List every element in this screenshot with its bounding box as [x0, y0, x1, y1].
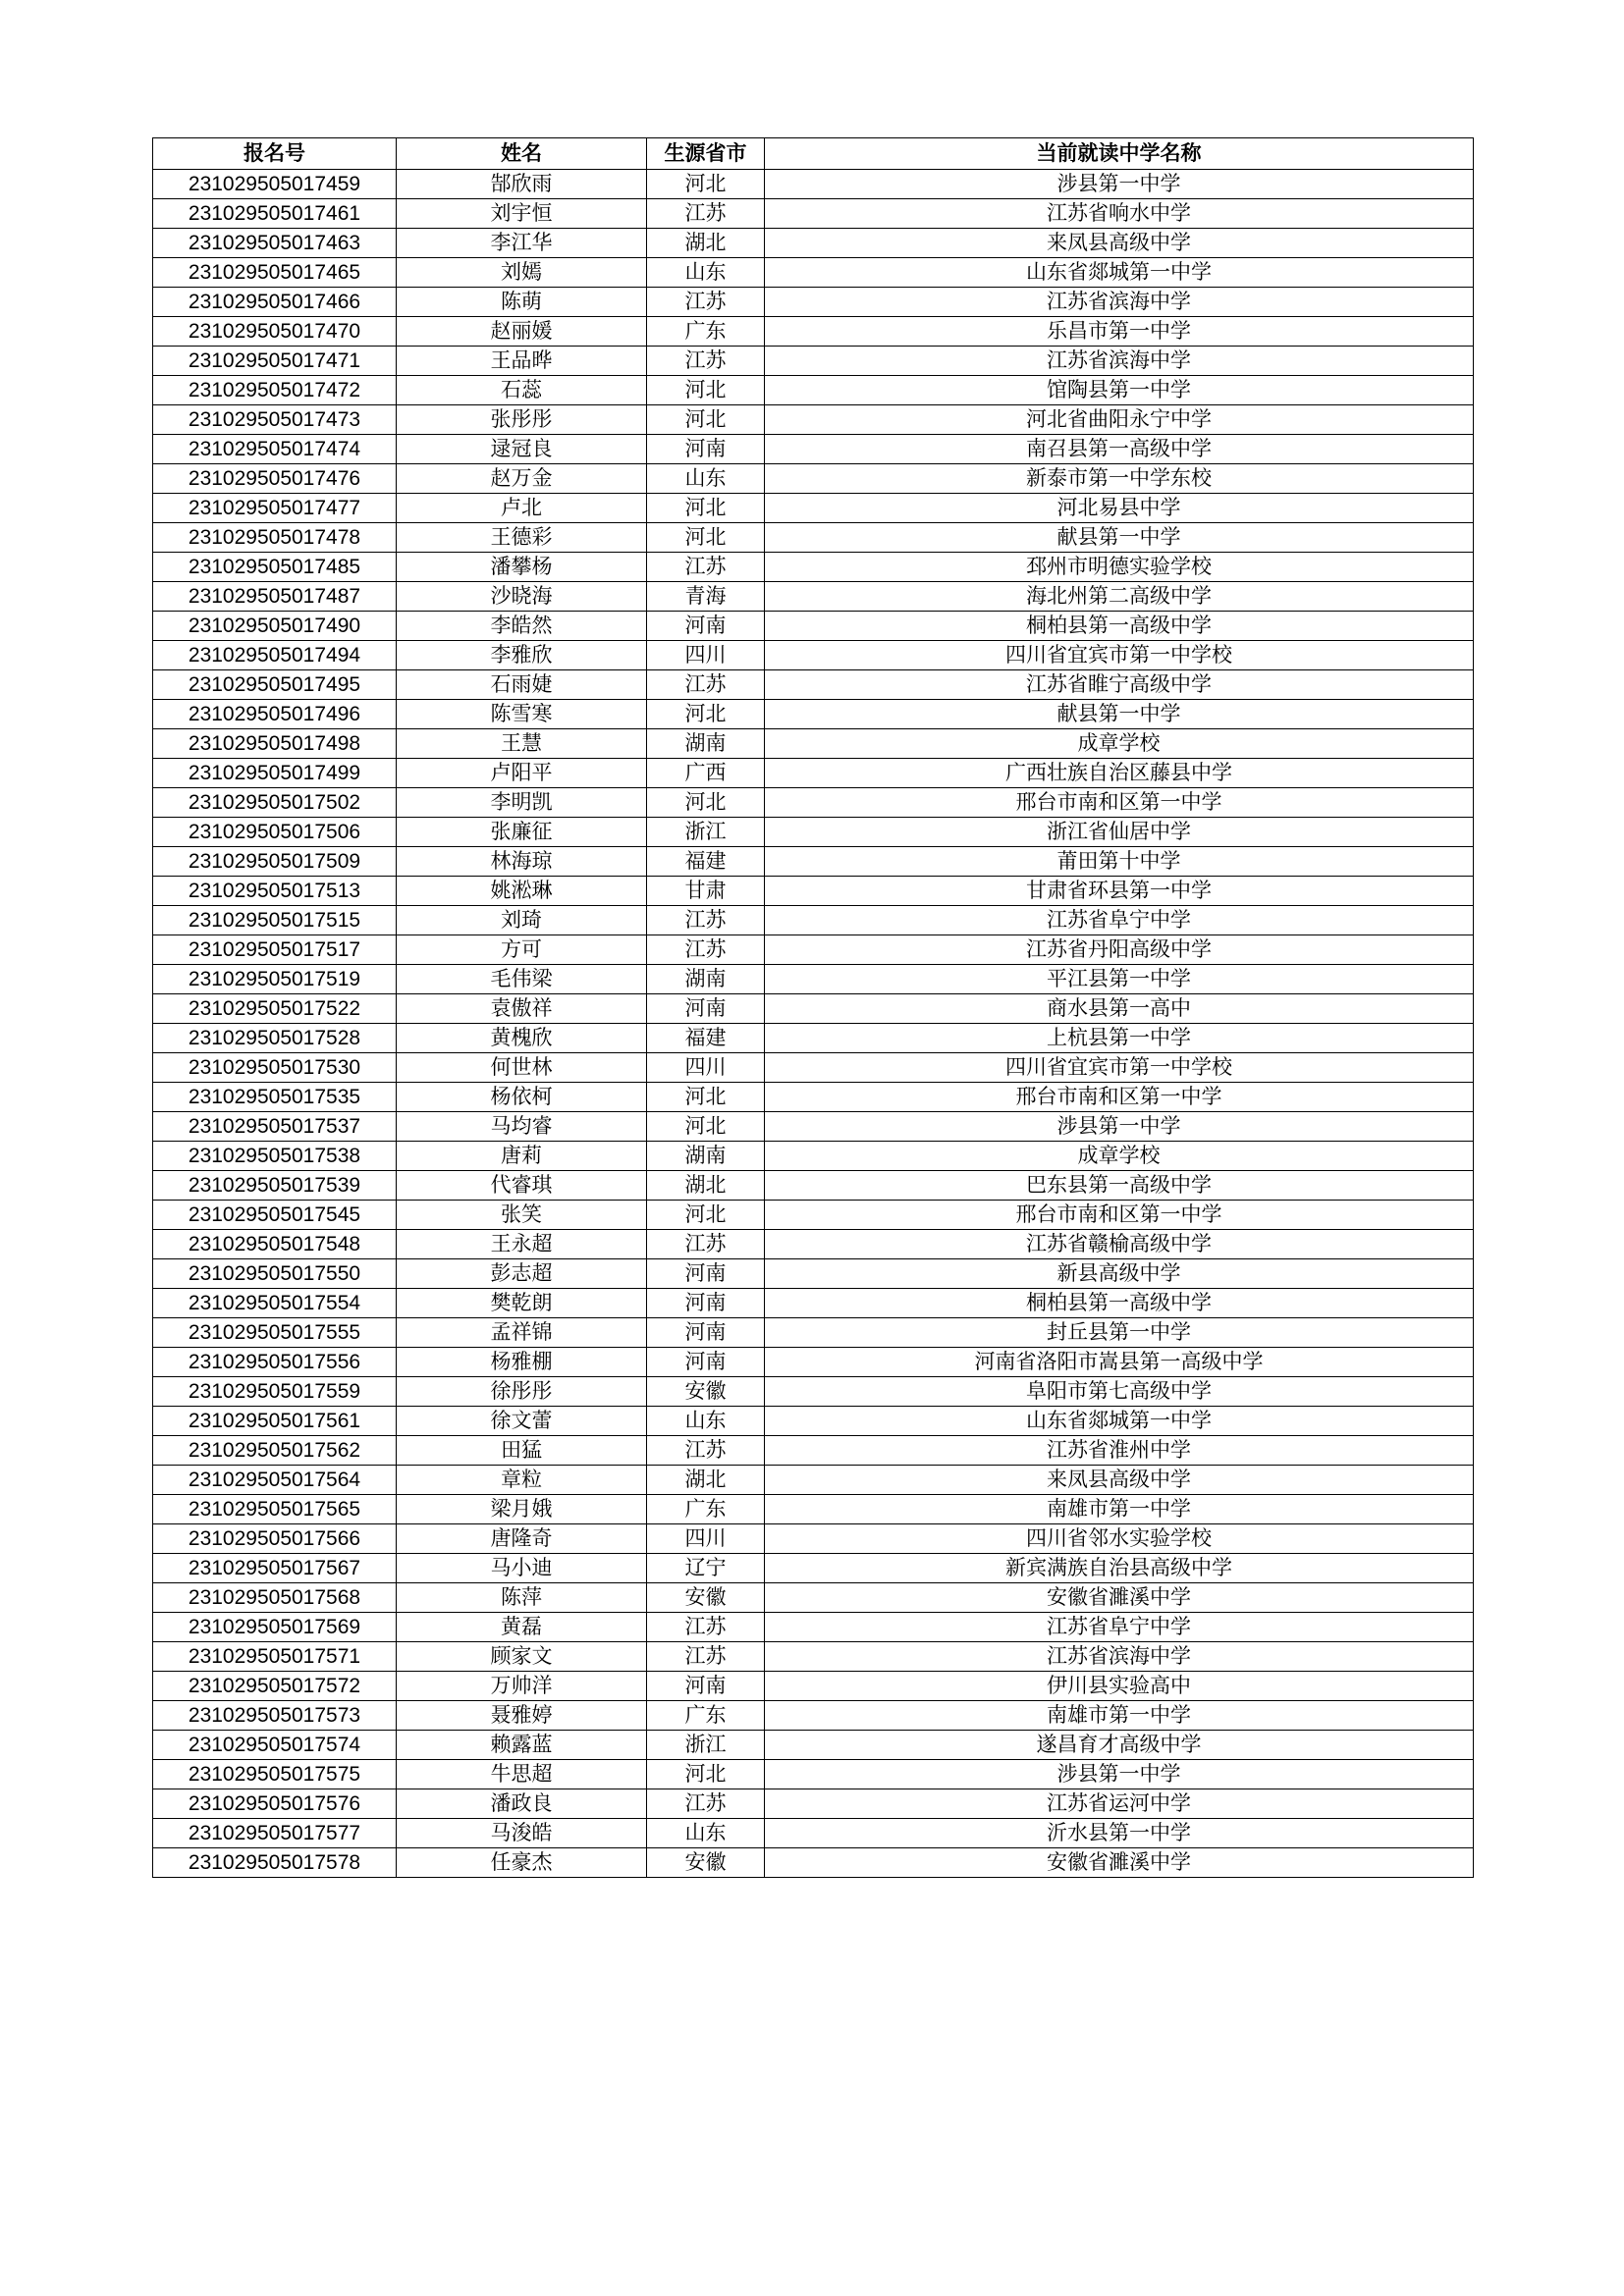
- cell-source-province: 河南: [647, 435, 765, 464]
- cell-school-name: 江苏省淮州中学: [765, 1436, 1474, 1466]
- cell-source-province: 四川: [647, 1524, 765, 1554]
- cell-student-name: 李江华: [397, 229, 647, 258]
- table-row: [153, 612, 1474, 641]
- cell-school-name: 新宾满族自治县高级中学: [765, 1554, 1474, 1583]
- cell-school-name: 浙江省仙居中学: [765, 818, 1474, 847]
- cell-student-name: 李雅欣: [397, 641, 647, 670]
- cell-registration-number: 231029505017461: [153, 199, 397, 229]
- cell-registration-number: 231029505017490: [153, 612, 397, 641]
- cell-school-name: 山东省郯城第一中学: [765, 258, 1474, 288]
- cell-school-name: 江苏省睢宁高级中学: [765, 670, 1474, 700]
- cell-registration-number: 231029505017550: [153, 1259, 397, 1289]
- cell-student-name: 逯冠良: [397, 435, 647, 464]
- cell-school-name: 莆田第十中学: [765, 847, 1474, 877]
- cell-registration-number: 231029505017575: [153, 1760, 397, 1789]
- cell-source-province: 江苏: [647, 1436, 765, 1466]
- cell-school-name: 四川省邻水实验学校: [765, 1524, 1474, 1554]
- cell-student-name: 沙晓海: [397, 582, 647, 612]
- cell-source-province: 河北: [647, 788, 765, 818]
- cell-registration-number: 231029505017530: [153, 1053, 397, 1083]
- cell-school-name: 献县第一中学: [765, 523, 1474, 553]
- cell-student-name: 袁傲祥: [397, 994, 647, 1024]
- column-header-school: 当前就读中学名称: [765, 138, 1474, 170]
- cell-student-name: 刘嫣: [397, 258, 647, 288]
- cell-student-name: 赵丽媛: [397, 317, 647, 347]
- cell-registration-number: 231029505017465: [153, 258, 397, 288]
- cell-school-name: 沂水县第一中学: [765, 1819, 1474, 1848]
- cell-student-name: 张笑: [397, 1201, 647, 1230]
- cell-source-province: 河南: [647, 1318, 765, 1348]
- cell-source-province: 河南: [647, 1289, 765, 1318]
- table-row: [153, 1083, 1474, 1112]
- table-row: [153, 1259, 1474, 1289]
- table-body: [153, 170, 1474, 1878]
- cell-school-name: 邢台市南和区第一中学: [765, 1083, 1474, 1112]
- cell-registration-number: 231029505017466: [153, 288, 397, 317]
- table-row: [153, 1731, 1474, 1760]
- table-row: [153, 1289, 1474, 1318]
- cell-registration-number: 231029505017459: [153, 170, 397, 199]
- cell-registration-number: 231029505017513: [153, 877, 397, 906]
- table-row: [153, 523, 1474, 553]
- cell-student-name: 卢阳平: [397, 759, 647, 788]
- table-row: [153, 1495, 1474, 1524]
- cell-school-name: 广西壮族自治区藤县中学: [765, 759, 1474, 788]
- cell-registration-number: 231029505017487: [153, 582, 397, 612]
- cell-source-province: 湖南: [647, 965, 765, 994]
- cell-registration-number: 231029505017554: [153, 1289, 397, 1318]
- cell-source-province: 辽宁: [647, 1554, 765, 1583]
- cell-source-province: 河北: [647, 494, 765, 523]
- table-row: [153, 1407, 1474, 1436]
- cell-registration-number: 231029505017564: [153, 1466, 397, 1495]
- table-row: [153, 700, 1474, 729]
- table-row: [153, 1466, 1474, 1495]
- cell-student-name: 姚淞琳: [397, 877, 647, 906]
- cell-student-name: 章粒: [397, 1466, 647, 1495]
- cell-school-name: 四川省宜宾市第一中学校: [765, 1053, 1474, 1083]
- cell-source-province: 江苏: [647, 288, 765, 317]
- cell-registration-number: 231029505017499: [153, 759, 397, 788]
- cell-registration-number: 231029505017519: [153, 965, 397, 994]
- cell-source-province: 河北: [647, 1083, 765, 1112]
- cell-source-province: 四川: [647, 641, 765, 670]
- cell-school-name: 阜阳市第七高级中学: [765, 1377, 1474, 1407]
- cell-registration-number: 231029505017522: [153, 994, 397, 1024]
- cell-school-name: 江苏省丹阳高级中学: [765, 935, 1474, 965]
- cell-school-name: 邢台市南和区第一中学: [765, 788, 1474, 818]
- cell-registration-number: 231029505017573: [153, 1701, 397, 1731]
- table-row: [153, 1024, 1474, 1053]
- table-row: [153, 1053, 1474, 1083]
- cell-school-name: 江苏省阜宁中学: [765, 906, 1474, 935]
- cell-school-name: 江苏省响水中学: [765, 199, 1474, 229]
- cell-registration-number: 231029505017476: [153, 464, 397, 494]
- cell-student-name: 任豪杰: [397, 1848, 647, 1878]
- cell-registration-number: 231029505017565: [153, 1495, 397, 1524]
- table-row: [153, 847, 1474, 877]
- cell-school-name: 上杭县第一中学: [765, 1024, 1474, 1053]
- cell-source-province: 河北: [647, 405, 765, 435]
- cell-source-province: 安徽: [647, 1848, 765, 1878]
- cell-school-name: 山东省郯城第一中学: [765, 1407, 1474, 1436]
- column-header-province: 生源省市: [647, 138, 765, 170]
- cell-school-name: 来凤县高级中学: [765, 1466, 1474, 1495]
- cell-source-province: 河北: [647, 170, 765, 199]
- cell-source-province: 山东: [647, 1819, 765, 1848]
- table-row: [153, 1112, 1474, 1142]
- cell-student-name: 徐文蕾: [397, 1407, 647, 1436]
- table-row: [153, 1848, 1474, 1878]
- cell-registration-number: 231029505017528: [153, 1024, 397, 1053]
- cell-source-province: 山东: [647, 1407, 765, 1436]
- cell-student-name: 何世林: [397, 1053, 647, 1083]
- cell-source-province: 江苏: [647, 1230, 765, 1259]
- cell-student-name: 陈雪寒: [397, 700, 647, 729]
- cell-registration-number: 231029505017548: [153, 1230, 397, 1259]
- cell-student-name: 代睿琪: [397, 1171, 647, 1201]
- cell-student-name: 马均睿: [397, 1112, 647, 1142]
- table-row: [153, 1613, 1474, 1642]
- table-row: [153, 347, 1474, 376]
- cell-school-name: 成章学校: [765, 729, 1474, 759]
- table-row: [153, 788, 1474, 818]
- cell-registration-number: 231029505017485: [153, 553, 397, 582]
- table-row: [153, 1348, 1474, 1377]
- table-row: [153, 1436, 1474, 1466]
- cell-student-name: 李明凯: [397, 788, 647, 818]
- table-row: [153, 199, 1474, 229]
- cell-source-province: 广西: [647, 759, 765, 788]
- cell-student-name: 赖露蓝: [397, 1731, 647, 1760]
- cell-registration-number: 231029505017472: [153, 376, 397, 405]
- cell-registration-number: 231029505017567: [153, 1554, 397, 1583]
- cell-student-name: 王品晔: [397, 347, 647, 376]
- cell-source-province: 广东: [647, 317, 765, 347]
- table-row: [153, 1524, 1474, 1554]
- cell-source-province: 安徽: [647, 1377, 765, 1407]
- cell-school-name: 江苏省运河中学: [765, 1789, 1474, 1819]
- table-row: [153, 582, 1474, 612]
- cell-registration-number: 231029505017535: [153, 1083, 397, 1112]
- cell-school-name: 涉县第一中学: [765, 1112, 1474, 1142]
- cell-source-province: 山东: [647, 258, 765, 288]
- cell-school-name: 安徽省濉溪中学: [765, 1848, 1474, 1878]
- cell-source-province: 湖北: [647, 1466, 765, 1495]
- cell-registration-number: 231029505017568: [153, 1583, 397, 1613]
- cell-source-province: 河南: [647, 1672, 765, 1701]
- cell-school-name: 河北易县中学: [765, 494, 1474, 523]
- cell-school-name: 新县高级中学: [765, 1259, 1474, 1289]
- cell-registration-number: 231029505017515: [153, 906, 397, 935]
- cell-registration-number: 231029505017517: [153, 935, 397, 965]
- table-row: [153, 405, 1474, 435]
- cell-school-name: 南召县第一高级中学: [765, 435, 1474, 464]
- cell-registration-number: 231029505017473: [153, 405, 397, 435]
- cell-school-name: 乐昌市第一中学: [765, 317, 1474, 347]
- cell-registration-number: 231029505017509: [153, 847, 397, 877]
- cell-student-name: 杨依柯: [397, 1083, 647, 1112]
- cell-student-name: 潘政良: [397, 1789, 647, 1819]
- cell-source-province: 江苏: [647, 347, 765, 376]
- cell-school-name: 涉县第一中学: [765, 1760, 1474, 1789]
- cell-registration-number: 231029505017498: [153, 729, 397, 759]
- cell-school-name: 江苏省滨海中学: [765, 288, 1474, 317]
- cell-registration-number: 231029505017555: [153, 1318, 397, 1348]
- table-row: [153, 494, 1474, 523]
- cell-registration-number: 231029505017561: [153, 1407, 397, 1436]
- cell-registration-number: 231029505017537: [153, 1112, 397, 1142]
- cell-registration-number: 231029505017471: [153, 347, 397, 376]
- cell-school-name: 馆陶县第一中学: [765, 376, 1474, 405]
- cell-school-name: 邳州市明德实验学校: [765, 553, 1474, 582]
- cell-school-name: 来凤县高级中学: [765, 229, 1474, 258]
- cell-source-province: 河南: [647, 994, 765, 1024]
- cell-source-province: 广东: [647, 1495, 765, 1524]
- cell-school-name: 献县第一中学: [765, 700, 1474, 729]
- cell-registration-number: 231029505017502: [153, 788, 397, 818]
- cell-student-name: 毛伟梁: [397, 965, 647, 994]
- table-row: [153, 1642, 1474, 1672]
- cell-school-name: 邢台市南和区第一中学: [765, 1201, 1474, 1230]
- cell-student-name: 石雨婕: [397, 670, 647, 700]
- table-row: [153, 1760, 1474, 1789]
- column-header-name: 姓名: [397, 138, 647, 170]
- cell-source-province: 湖北: [647, 1171, 765, 1201]
- cell-source-province: 山东: [647, 464, 765, 494]
- cell-registration-number: 231029505017572: [153, 1672, 397, 1701]
- cell-school-name: 河南省洛阳市嵩县第一高级中学: [765, 1348, 1474, 1377]
- cell-source-province: 福建: [647, 847, 765, 877]
- cell-student-name: 郜欣雨: [397, 170, 647, 199]
- cell-registration-number: 231029505017545: [153, 1201, 397, 1230]
- table-row: [153, 317, 1474, 347]
- table-row: [153, 1819, 1474, 1848]
- cell-registration-number: 231029505017556: [153, 1348, 397, 1377]
- cell-registration-number: 231029505017574: [153, 1731, 397, 1760]
- cell-student-name: 田猛: [397, 1436, 647, 1466]
- student-roster-table: [152, 137, 1474, 1878]
- table-row: [153, 759, 1474, 788]
- cell-school-name: 江苏省赣榆高级中学: [765, 1230, 1474, 1259]
- table-row: [153, 1201, 1474, 1230]
- cell-student-name: 徐彤彤: [397, 1377, 647, 1407]
- cell-registration-number: 231029505017496: [153, 700, 397, 729]
- cell-student-name: 黄槐欣: [397, 1024, 647, 1053]
- table-row: [153, 935, 1474, 965]
- table-row: [153, 641, 1474, 670]
- table-row: [153, 553, 1474, 582]
- cell-student-name: 唐隆奇: [397, 1524, 647, 1554]
- table-row: [153, 1583, 1474, 1613]
- cell-student-name: 顾家文: [397, 1642, 647, 1672]
- cell-school-name: 甘肃省环县第一中学: [765, 877, 1474, 906]
- cell-registration-number: 231029505017562: [153, 1436, 397, 1466]
- cell-school-name: 南雄市第一中学: [765, 1495, 1474, 1524]
- table-row: [153, 1672, 1474, 1701]
- table-row: [153, 965, 1474, 994]
- cell-student-name: 梁月娥: [397, 1495, 647, 1524]
- cell-student-name: 刘宇恒: [397, 199, 647, 229]
- cell-school-name: 海北州第二高级中学: [765, 582, 1474, 612]
- cell-registration-number: 231029505017571: [153, 1642, 397, 1672]
- table-row: [153, 464, 1474, 494]
- table-row: [153, 1318, 1474, 1348]
- cell-source-province: 河北: [647, 523, 765, 553]
- table-row: [153, 435, 1474, 464]
- table-row: [153, 994, 1474, 1024]
- cell-registration-number: 231029505017578: [153, 1848, 397, 1878]
- cell-student-name: 陈萍: [397, 1583, 647, 1613]
- cell-student-name: 李皓然: [397, 612, 647, 641]
- cell-school-name: 安徽省濉溪中学: [765, 1583, 1474, 1613]
- table-row: [153, 376, 1474, 405]
- table-row: [153, 1142, 1474, 1171]
- cell-student-name: 聂雅婷: [397, 1701, 647, 1731]
- cell-registration-number: 231029505017576: [153, 1789, 397, 1819]
- cell-student-name: 陈萌: [397, 288, 647, 317]
- table-row: [153, 1230, 1474, 1259]
- cell-source-province: 河南: [647, 612, 765, 641]
- cell-source-province: 江苏: [647, 935, 765, 965]
- cell-school-name: 成章学校: [765, 1142, 1474, 1171]
- table-row: [153, 729, 1474, 759]
- cell-registration-number: 231029505017506: [153, 818, 397, 847]
- table-row: [153, 818, 1474, 847]
- cell-student-name: 赵万金: [397, 464, 647, 494]
- cell-source-province: 江苏: [647, 670, 765, 700]
- cell-source-province: 江苏: [647, 1789, 765, 1819]
- table-row: [153, 1171, 1474, 1201]
- cell-source-province: 广东: [647, 1701, 765, 1731]
- table-row: [153, 170, 1474, 199]
- cell-school-name: 四川省宜宾市第一中学校: [765, 641, 1474, 670]
- cell-student-name: 石蕊: [397, 376, 647, 405]
- table-row: [153, 288, 1474, 317]
- cell-school-name: 遂昌育才高级中学: [765, 1731, 1474, 1760]
- cell-source-province: 四川: [647, 1053, 765, 1083]
- cell-student-name: 刘琦: [397, 906, 647, 935]
- cell-source-province: 河北: [647, 376, 765, 405]
- cell-student-name: 唐莉: [397, 1142, 647, 1171]
- cell-student-name: 林海琼: [397, 847, 647, 877]
- cell-source-province: 河南: [647, 1259, 765, 1289]
- cell-source-province: 河北: [647, 700, 765, 729]
- cell-registration-number: 231029505017478: [153, 523, 397, 553]
- cell-registration-number: 231029505017463: [153, 229, 397, 258]
- cell-registration-number: 231029505017494: [153, 641, 397, 670]
- cell-source-province: 浙江: [647, 1731, 765, 1760]
- cell-registration-number: 231029505017569: [153, 1613, 397, 1642]
- cell-source-province: 江苏: [647, 1613, 765, 1642]
- cell-source-province: 河南: [647, 1348, 765, 1377]
- cell-registration-number: 231029505017539: [153, 1171, 397, 1201]
- table-row: [153, 1701, 1474, 1731]
- cell-source-province: 河北: [647, 1760, 765, 1789]
- cell-student-name: 潘攀杨: [397, 553, 647, 582]
- column-header-registration-number: 报名号: [153, 138, 397, 170]
- cell-student-name: 牛思超: [397, 1760, 647, 1789]
- cell-student-name: 万帅洋: [397, 1672, 647, 1701]
- cell-student-name: 杨雅棚: [397, 1348, 647, 1377]
- cell-school-name: 商水县第一高中: [765, 994, 1474, 1024]
- table-row: [153, 1554, 1474, 1583]
- cell-source-province: 河北: [647, 1201, 765, 1230]
- cell-school-name: 新泰市第一中学东校: [765, 464, 1474, 494]
- cell-school-name: 江苏省阜宁中学: [765, 1613, 1474, 1642]
- cell-school-name: 巴东县第一高级中学: [765, 1171, 1474, 1201]
- table-row: [153, 877, 1474, 906]
- cell-school-name: 河北省曲阳永宁中学: [765, 405, 1474, 435]
- cell-student-name: 王慧: [397, 729, 647, 759]
- cell-student-name: 孟祥锦: [397, 1318, 647, 1348]
- cell-source-province: 湖北: [647, 229, 765, 258]
- table-row: [153, 1789, 1474, 1819]
- cell-source-province: 甘肃: [647, 877, 765, 906]
- cell-source-province: 青海: [647, 582, 765, 612]
- cell-source-province: 湖南: [647, 1142, 765, 1171]
- table-header-row: [153, 138, 1474, 170]
- cell-school-name: 江苏省滨海中学: [765, 347, 1474, 376]
- cell-source-province: 江苏: [647, 199, 765, 229]
- table-row: [153, 258, 1474, 288]
- cell-registration-number: 231029505017559: [153, 1377, 397, 1407]
- table-row: [153, 906, 1474, 935]
- cell-student-name: 黄磊: [397, 1613, 647, 1642]
- cell-school-name: 桐柏县第一高级中学: [765, 612, 1474, 641]
- cell-source-province: 江苏: [647, 1642, 765, 1672]
- cell-source-province: 浙江: [647, 818, 765, 847]
- cell-registration-number: 231029505017495: [153, 670, 397, 700]
- cell-source-province: 福建: [647, 1024, 765, 1053]
- cell-school-name: 桐柏县第一高级中学: [765, 1289, 1474, 1318]
- cell-school-name: 伊川县实验高中: [765, 1672, 1474, 1701]
- cell-student-name: 张廉征: [397, 818, 647, 847]
- cell-registration-number: 231029505017470: [153, 317, 397, 347]
- cell-school-name: 江苏省滨海中学: [765, 1642, 1474, 1672]
- cell-student-name: 彭志超: [397, 1259, 647, 1289]
- cell-student-name: 马浚皓: [397, 1819, 647, 1848]
- cell-registration-number: 231029505017477: [153, 494, 397, 523]
- table-row: [153, 670, 1474, 700]
- cell-registration-number: 231029505017538: [153, 1142, 397, 1171]
- cell-student-name: 马小迪: [397, 1554, 647, 1583]
- cell-source-province: 湖南: [647, 729, 765, 759]
- cell-registration-number: 231029505017474: [153, 435, 397, 464]
- cell-school-name: 平江县第一中学: [765, 965, 1474, 994]
- cell-source-province: 安徽: [647, 1583, 765, 1613]
- cell-school-name: 南雄市第一中学: [765, 1701, 1474, 1731]
- cell-registration-number: 231029505017566: [153, 1524, 397, 1554]
- cell-school-name: 涉县第一中学: [765, 170, 1474, 199]
- cell-student-name: 王永超: [397, 1230, 647, 1259]
- table-row: [153, 1377, 1474, 1407]
- cell-student-name: 樊乾朗: [397, 1289, 647, 1318]
- cell-source-province: 江苏: [647, 906, 765, 935]
- cell-student-name: 王德彩: [397, 523, 647, 553]
- cell-student-name: 方可: [397, 935, 647, 965]
- table-row: [153, 229, 1474, 258]
- cell-source-province: 江苏: [647, 553, 765, 582]
- cell-source-province: 河北: [647, 1112, 765, 1142]
- cell-student-name: 张彤彤: [397, 405, 647, 435]
- cell-registration-number: 231029505017577: [153, 1819, 397, 1848]
- cell-school-name: 封丘县第一中学: [765, 1318, 1474, 1348]
- cell-student-name: 卢北: [397, 494, 647, 523]
